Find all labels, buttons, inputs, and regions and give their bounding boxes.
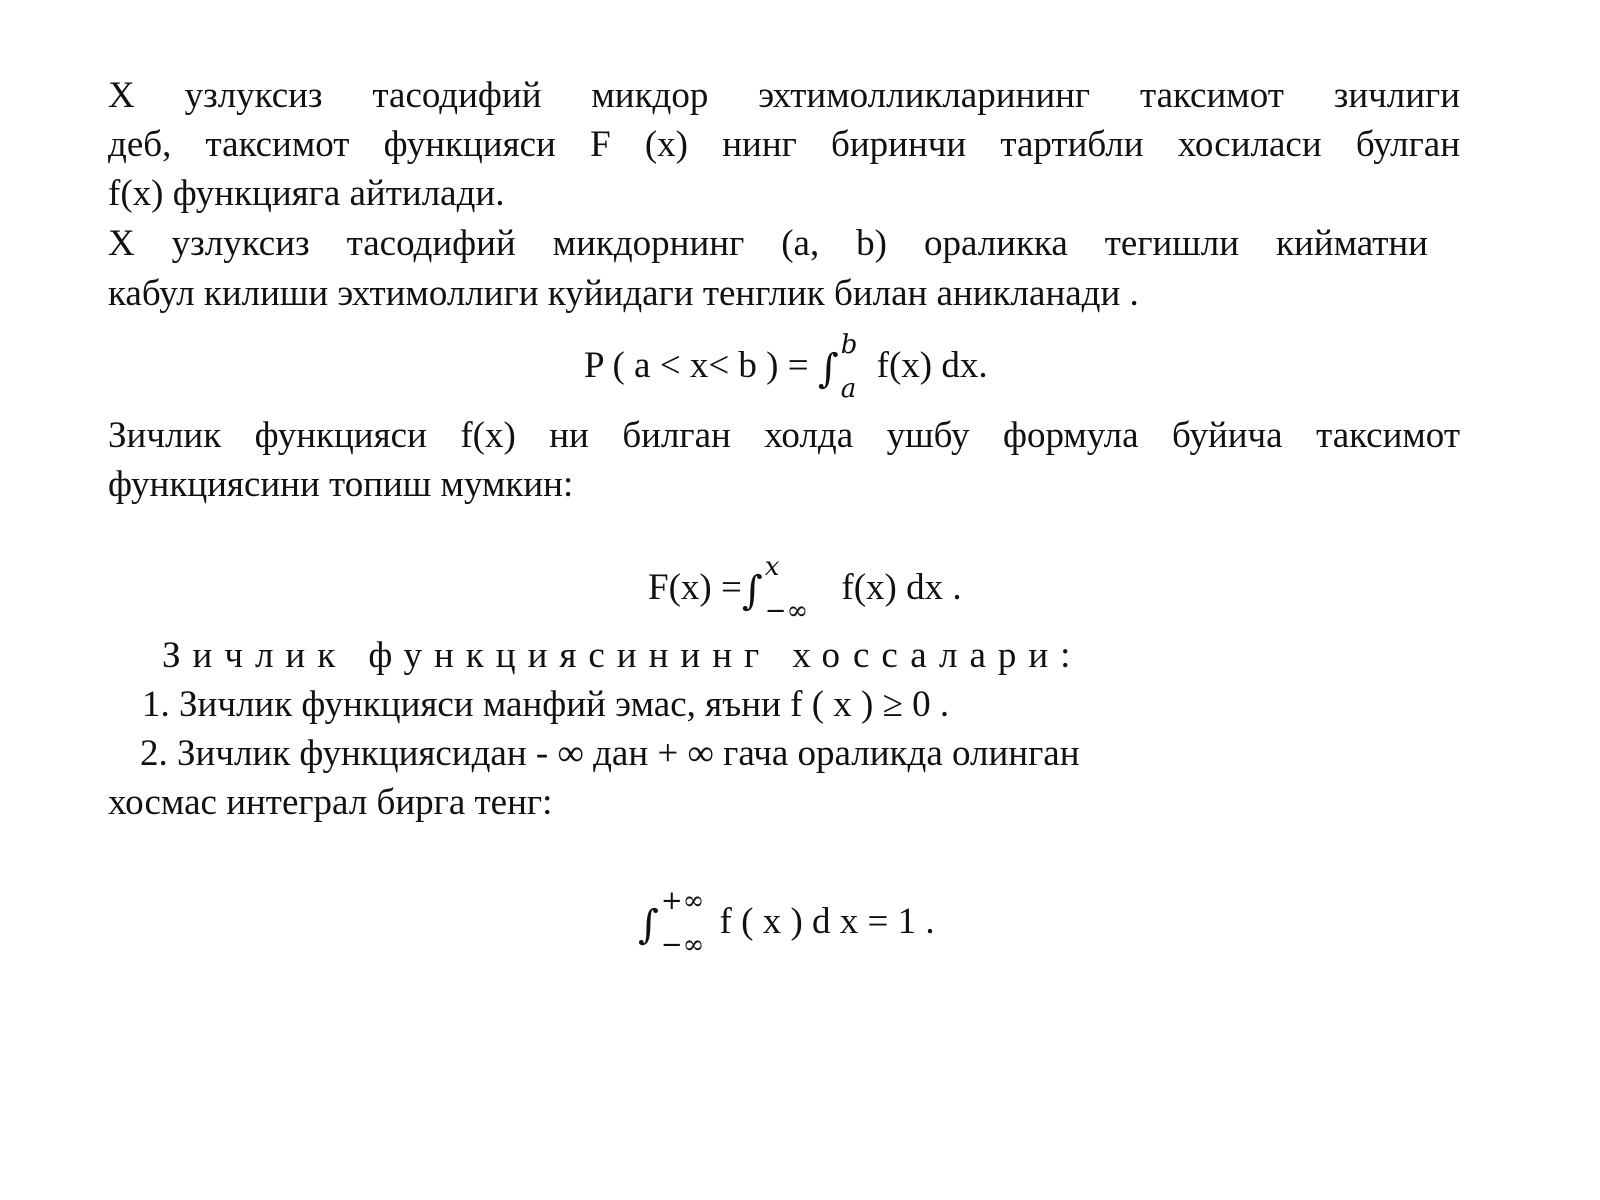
formula-distribution (648, 551, 962, 626)
formula-probability-right: f(x) dx. (876, 345, 988, 386)
paragraph2-line2: кабул килиши эхтимоллиги куйидаги тенглик билан аникланади . (108, 273, 1139, 314)
integral-symbol: ∫ (817, 345, 839, 392)
formula-probability (584, 329, 988, 404)
lower-limit: −∞ (764, 595, 809, 626)
integral-symbol: ∫ (638, 901, 659, 948)
integral-limits (660, 885, 705, 960)
upper-limit: x (764, 551, 780, 582)
formula-normalization-right: f ( x ) d x = 1 . (719, 901, 935, 942)
formula-distribution-right: f(x) dx . (841, 567, 962, 608)
upper-limit: b (840, 329, 858, 360)
property-item-1: 1. Зичлик функцияси манфий эмас, яъни f ( x ) ≥ 0 . (142, 684, 950, 725)
integral-symbol: ∫ (741, 567, 763, 614)
properties-heading: Зичлик функциясининг хоссалари: (162, 635, 1083, 676)
paragraph1-line2: деб, таксимот функцияси F (x) нинг биринчи тартибли хосиласи булган (108, 124, 1460, 165)
lower-limit: a (840, 373, 857, 404)
upper-limit: +∞ (660, 885, 705, 916)
paragraph1-line3: f(x) функцияга айтилади. (108, 173, 505, 214)
paragraph3-line1: Зичлик функцияси f(x) ни билган холда ушбу формула буйича таксимот (108, 415, 1460, 456)
property-item-2-line1: 2. Зичлик функциясидан - ∞ дан + ∞ гача ораликда олинган (140, 733, 1080, 774)
paragraph3-line2: функциясини топиш мумкин: (108, 464, 574, 505)
integral-limits (840, 329, 858, 404)
formula-distribution-left: F(x) = (648, 567, 742, 608)
formula-normalization (638, 885, 935, 960)
formula-probability-left: P ( a < x< b ) = (584, 345, 809, 386)
paragraph1-line1: X узлуксиз тасодифий микдор эхтимолликларининг таксимот зичлиги (108, 75, 1460, 116)
paragraph2-line1: X узлуксиз тасодифий микдорнинг (a, b) ораликка тегишли кийматни (108, 223, 1428, 264)
lower-limit: −∞ (660, 929, 705, 960)
integral-limits (764, 551, 809, 626)
property-item-2-line2: хосмас интеграл бирга тенг: (108, 782, 553, 823)
